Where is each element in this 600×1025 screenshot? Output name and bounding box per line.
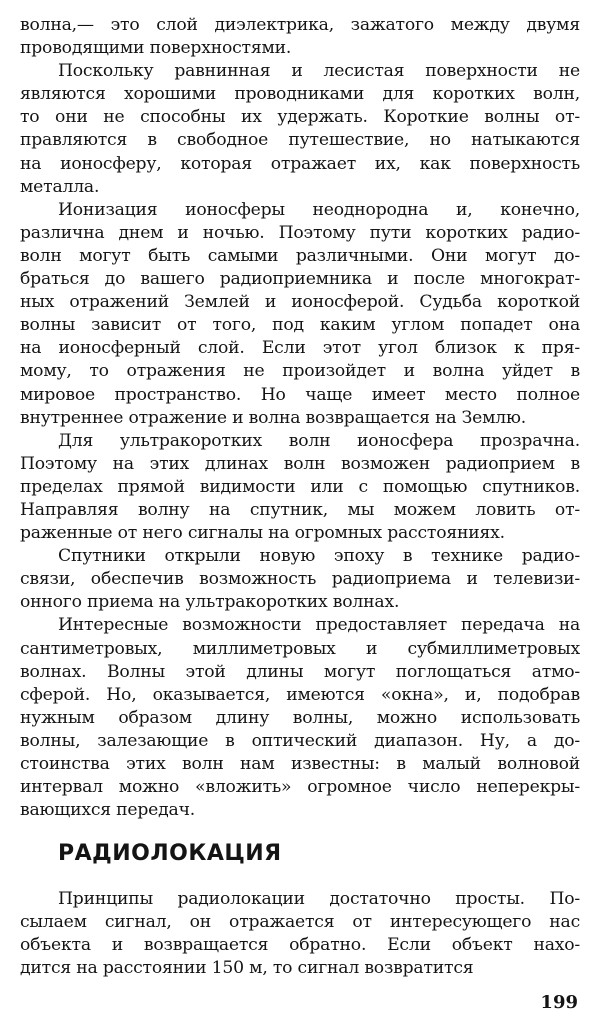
text-line: волны, залезающие в оптический диапазон. Ну, а до- <box>20 730 580 751</box>
text-line: волнах. Волны этой длины могут поглощаться атмо- <box>20 661 580 682</box>
text-line: Спутники открыли новую эпоху в технике радио- <box>58 546 580 567</box>
text-line: ных отражений Землей и ионосферой. Судьба короткой <box>20 292 580 313</box>
paragraph <box>20 430 580 545</box>
text-line: Направляя волну на спутник, мы можем ловить от- <box>20 499 580 520</box>
section-text <box>20 888 580 980</box>
text-line: сантиметровых, миллиметровых и субмиллиметровых <box>20 638 580 659</box>
text-line: различна днем и ночью. Поэтому пути коротких радио- <box>20 222 580 243</box>
text-line: объекта и возвращается обратно. Если объект нахо- <box>20 935 580 956</box>
text-line: волны зависит от того, под каким углом попадет она <box>20 315 580 336</box>
section-heading: РАДИОЛОКАЦИЯ <box>58 841 282 866</box>
text-line: Для ультракоротких волн ионосфера прозрачна. <box>58 430 580 451</box>
text-line: Поскольку равнинная и лесистая поверхности не <box>58 61 580 82</box>
text-line: Ионизация ионосферы неоднородна и, конечно, <box>58 199 580 220</box>
page-number: 199 <box>540 992 578 1013</box>
text-line: связи, обеспечив возможность радиоприема и телевизи- <box>20 569 580 590</box>
text-line: браться до вашего радиоприемника и после многократ- <box>20 269 580 290</box>
text-line: сферой. Но, оказывается, имеются «окна», и, подобрав <box>20 684 580 705</box>
text-line: внутреннее отражение и волна возвращается на Землю. <box>20 407 527 428</box>
text-line: на ионосферный слой. Если этот угол близок к пря- <box>20 338 580 359</box>
text-line: проводящими поверхностями. <box>20 38 292 59</box>
paragraph <box>20 199 580 430</box>
text-line: волн могут быть самыми различными. Они могут до- <box>20 245 580 266</box>
text-line: интервал можно «вложить» огромное число неперекры- <box>20 777 580 798</box>
text-line: на ионосферу, которая отражает их, как поверхность <box>20 153 580 174</box>
text-line: металла. <box>20 176 100 197</box>
text-line: дится на расстоянии 150 м, то сигнал возвратится <box>20 958 474 979</box>
text-line: Принципы радиолокации достаточно просты. По- <box>58 889 580 909</box>
text-line: являются хорошими проводниками для коротких волн, <box>20 84 580 105</box>
paragraph <box>20 888 580 980</box>
text-line: раженные от него сигналы на огромных расстояниях. <box>20 523 505 544</box>
text-line: мому, то отражения не произойдет и волна уйдет в <box>20 361 580 382</box>
text-line: Поэтому на этих длинах волн возможен радиоприем в <box>20 453 580 474</box>
text-line: пределах прямой видимости или с помощью спутников. <box>20 476 580 497</box>
text-line: вающихся передач. <box>20 800 196 821</box>
paragraph <box>20 545 580 614</box>
text-line: нужным образом длину волны, можно использовать <box>20 707 580 728</box>
paragraph <box>20 614 580 822</box>
text-line: волна,— это слой диэлектрика, зажатого между двумя <box>20 15 580 35</box>
text-line: правляются в свободное путешествие, но натыкаются <box>20 130 580 151</box>
text-line: Интересные возможности предоставляет передача на <box>58 615 580 636</box>
paragraph <box>20 14 580 60</box>
paragraph <box>20 60 580 199</box>
text-line: то они не способны их удержать. Короткие волны от- <box>20 107 580 128</box>
body-text <box>20 14 580 822</box>
text-line: стоинства этих волн нам известны: в малый волновой <box>20 754 580 774</box>
text-line: сылаем сигнал, он отражается от интересующего нас <box>20 912 580 933</box>
text-line: мировое пространство. Но чаще имеет место полное <box>20 384 580 405</box>
text-line: онного приема на ультракоротких волнах. <box>20 592 400 613</box>
